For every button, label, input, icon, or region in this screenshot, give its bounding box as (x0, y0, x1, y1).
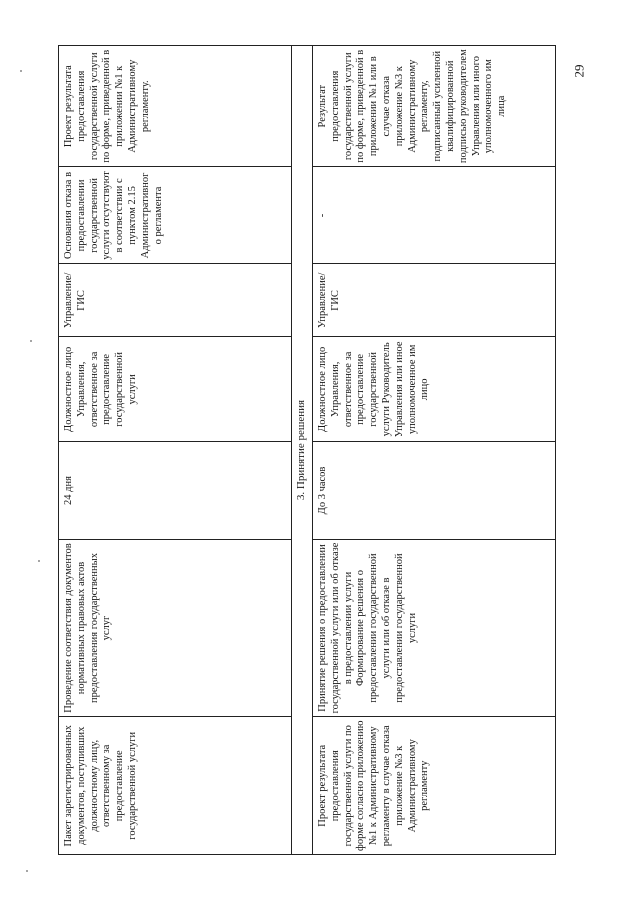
cell-place: Управление/ГИС (59, 264, 292, 337)
page-number: 29 (571, 64, 587, 78)
action-formation: Формирование решения о предоставлении государственной услуги или об отказе в предоставлении государственной услуги (355, 553, 418, 703)
cell-responsible: Должностное лицо Управления, ответственное за предоставление государственной услуги Руководитель Управления или иное уполномоченное им лицо (313, 337, 556, 442)
table-row (313, 46, 556, 855)
action-decision: Принятие решения о предоставлении государственной услуги или об отказе в предоставлении услуги (317, 542, 354, 714)
cell-action (313, 539, 556, 717)
cell-action: Проведение соответствия документов нормативных правовых актов предоставления государственных услуг (59, 539, 292, 717)
scan-speck (26, 870, 28, 872)
scan-speck (20, 70, 22, 72)
section-row (292, 46, 313, 855)
cell-criteria: - (313, 167, 556, 264)
cell-result: Результат предоставления государственной услуги по форме, приведенной в приложении №1 или в случае отказа приложение №3 к Административному регламенту, подписанный усиленной квалифицированной подписью руководителем Управления или иного уполномоченного им лица (313, 46, 556, 167)
cell-responsible: Должностное лицо Управления, ответственное за предоставление государственной услуги (59, 337, 292, 442)
table-row (59, 46, 292, 855)
cell-basis: Проект результата предоставления государственной услуги по форме согласно приложению №1 к Административному регламенту в случае отказа приложение №3 к Административному регламенту (313, 717, 556, 855)
section-title: 3. Принятие решения (292, 46, 313, 855)
scan-speck (38, 560, 40, 562)
procedure-table (58, 45, 556, 855)
cell-result: Проект результата предоставления государственной услуги по форме, приведенной в приложении №1 к Административному регламенту. (59, 46, 292, 167)
cell-criteria: Основания отказа в предоставлении государственной услуги отсутствуют в соответствии с пунктом 2.15 Административного регламента (59, 167, 292, 264)
cell-place: Управление/ГИС (313, 264, 556, 337)
cell-basis: Пакет зарегистрированных документов, поступивших должностному лицу, ответственному за предоставление государственной услуги (59, 717, 292, 855)
scan-speck (30, 340, 32, 342)
cell-duration: 24 дня (59, 442, 292, 539)
procedure-table-container (58, 45, 556, 855)
cell-duration: До 3 часов (313, 442, 556, 539)
